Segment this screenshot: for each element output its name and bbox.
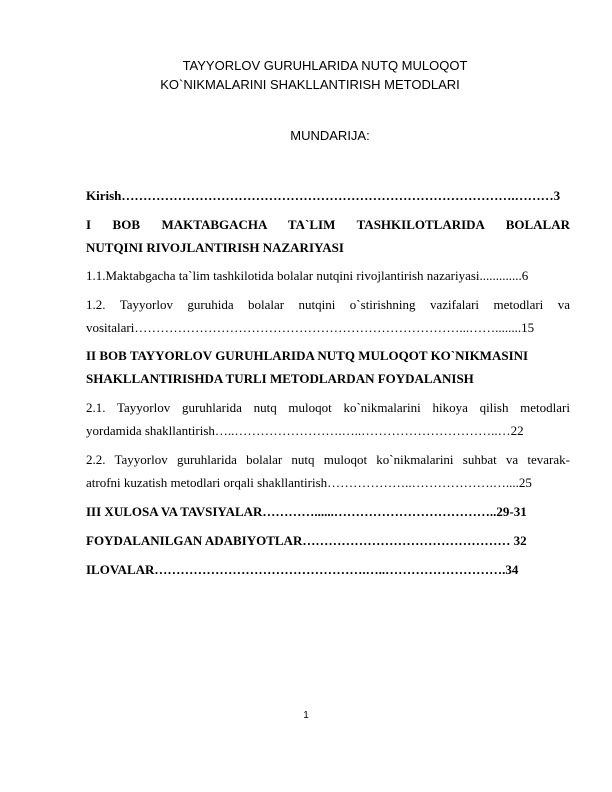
toc-entry-bob2-line2: SHAKLLANTIRISHDA TURLI METODLARDAN FOYDALANISH (86, 371, 474, 386)
toc-entry-1-2-line2: vositalari…………………………………………………………………...……........15 (86, 320, 535, 335)
toc-entry-2-1-line1: 2.1. Tayyorlov guruhlarida nutq muloqot ko`nikmalarini hikoya qilish metodlari (86, 400, 570, 415)
toc-heading: MUNDARIJA: (290, 128, 370, 143)
table-of-contents (86, 188, 570, 578)
toc-entry-1-2-line1: 1.2. Tayyorlov guruhida bolalar nutqini o`stirishning vazifalari metodlari va (86, 297, 570, 312)
page-number: 1 (303, 710, 309, 721)
toc-entry-2-2-line1: 2.2. Tayyorlov guruhlarida bolalar nutq muloqot ko`nikmalarini suhbat va tevarak- (86, 452, 570, 467)
document-title (0, 56, 612, 94)
toc-entry-bob1-line1: I BOB MAKTABGACHA TA`LIM TASHKILOTLARIDA BOLALAR (86, 217, 570, 232)
toc-entry-bob3: III XULOSA VA TAVSIYALAR…………......………………………………..29-31 (86, 504, 527, 519)
toc-entry-bob2-line1: II BOB TAYYORLOV GURUHLARIDA NUTQ MULOQOT KO`NIKMASINI (86, 348, 529, 363)
toc-entry-2-1-line2: yordamida shakllantirish…..…………………….…..…………………………..…22 (86, 423, 524, 438)
toc-entry-2-2-line2: atrofni kuzatish metodlari orqali shakllantirish………………..……………….…....25 (86, 475, 532, 490)
toc-entry-foydalanilgan: FOYDALANILGAN ADABIYOTLAR………………………………………… 32 (86, 533, 527, 548)
toc-entry-1-1: 1.1.Maktabgacha ta`lim tashkilotida bolalar nutqini rivojlantirish nazariyasi.............6 (86, 268, 529, 283)
toc-entry-kirish: Kirish……………………………………………………………………………….………3 (86, 188, 561, 203)
toc-entry-ilovalar: ILOVALAR………………………………………….…..……………………….34 (86, 562, 519, 577)
title-line-1: TAYYORLOV GURUHLARIDA NUTQ MULOQOT (182, 58, 468, 73)
title-line-2: KO`NIKMALARINI SHAKLLANTIRISH METODLARI (160, 77, 460, 92)
toc-entry-bob1-line2: NUTQINI RIVOJLANTIRISH NAZARIYASI (86, 240, 344, 255)
